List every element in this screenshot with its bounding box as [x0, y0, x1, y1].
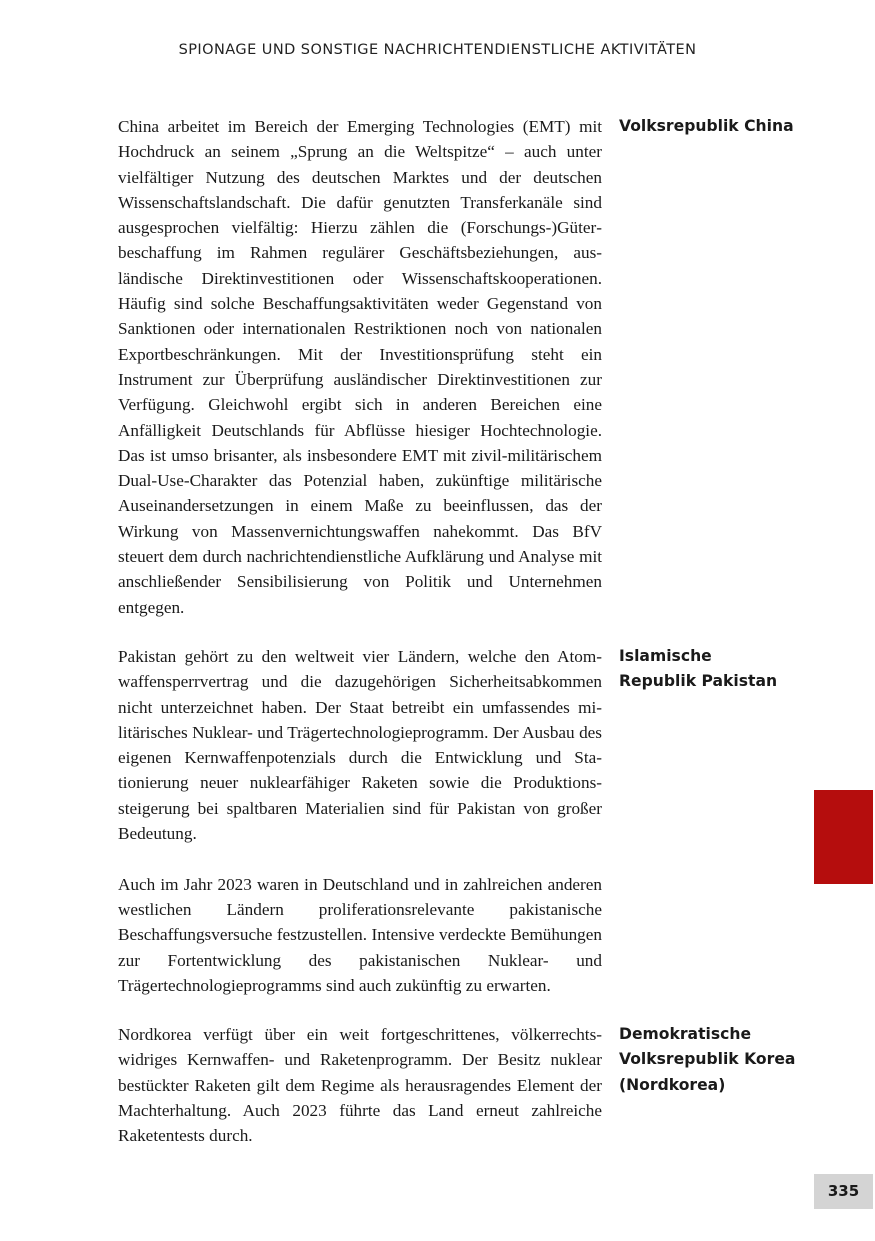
- paragraph: Auch im Jahr 2023 waren in Deutschland und in zahlreichen anderen westlichen Ländern proliferationsrelevante pakistanische Beschaffungsversuche festzustellen. Intensive verdeckte Bemühungen zur Fortentwicklung des pakistanischen Nuklear- und Trägertechnologieprogramms sind auch zukünftig zu erwarten.: [118, 874, 602, 995]
- section-nordkorea: [118, 1022, 848, 1148]
- paragraph: Nordkorea verfügt über ein weit fortgeschrittenes, völkerrechtswidriges Kernwaffen- und Raketenprogramm. Der Besitz nuklear bestückter Raketen gilt dem Regime als herausragendes Element der Machterhaltung. Auch 2023 führte das Land erneut zahlreiche Raketentests durch.: [118, 1025, 602, 1146]
- running-header: SPIONAGE UND SONSTIGE NACHRICHTENDIENSTLICHE AKTIVITÄTEN: [178, 42, 697, 58]
- page-number: 335: [814, 1174, 873, 1209]
- margin-heading-nordkorea: Demokratische Volksrepublik Korea (Nordkorea): [619, 1025, 796, 1094]
- chapter-thumb-tab: [814, 790, 873, 884]
- paragraph: China arbeitet im Bereich der Emerging Technologies (EMT) mit Hochdruck an seinem „Sprung an die Weltspitze“ – auch unter vielfältiger Nutzung des deutschen Marktes und der deutschen Wissenschaftslandschaft. Die dafür genutzten Transferkanäle sind ausgesprochen vielfältig: Hierzu zählen die (Forschungs-)Güterbeschaffung im Rahmen regulärer Geschäftsbeziehungen, ausländische Direktinvestitionen oder Wissenschaftskooperationen. Häufig sind solche Beschaffungsaktivitäten weder Gegenstand von Sanktionen oder internationalen Restriktionen noch von nationalen Exportbeschränkungen. Mit der Investitionsprüfung steht ein Instrument zur Überprüfung ausländischer Direktinvestitionen zur Verfügung. Gleichwohl ergibt sich in anderen Bereichen eine Anfälligkeit Deutschlands für Abflüsse hiesiger Hochtechnologie. Das ist umso brisanter, als insbesondere EMT mit zivil-militärischem Dual-Use-Charakter das Potenzial haben, zukünftige militärische Auseinandersetzungen in einem Maße zu beeinflussen, das der Wirkung von Massenvernichtungswaffen nahekommt. Das BfV steuert dem durch nachrichtendienstliche Aufklärung und Analyse mit anschließender Sensibilisierung von Politik und Unternehmen entgegen.: [118, 117, 602, 617]
- margin-heading-china: Volksrepublik China: [619, 117, 794, 135]
- margin-heading-pakistan: Islamische Republik Pakistan: [619, 647, 778, 691]
- paragraph: Pakistan gehört zu den weltweit vier Ländern, welche den Atomwaffensperrvertrag und die dazugehörigen Sicherheitsabkommen nicht unterzeichnet haben. Der Staat betreibt ein umfassendes militärisches Nuklear- und Trägertechnologieprogramm. Der Ausbau des eigenen Kernwaffenpotenzials durch die Entwicklung und Stationierung neuer nuklearfähiger Raketen sowie die Produktionssteigerung bei spaltbaren Materialien sind für Pakistan von großer Bedeutung.: [118, 647, 602, 844]
- section-china: [118, 114, 848, 620]
- section-pakistan: [118, 644, 848, 998]
